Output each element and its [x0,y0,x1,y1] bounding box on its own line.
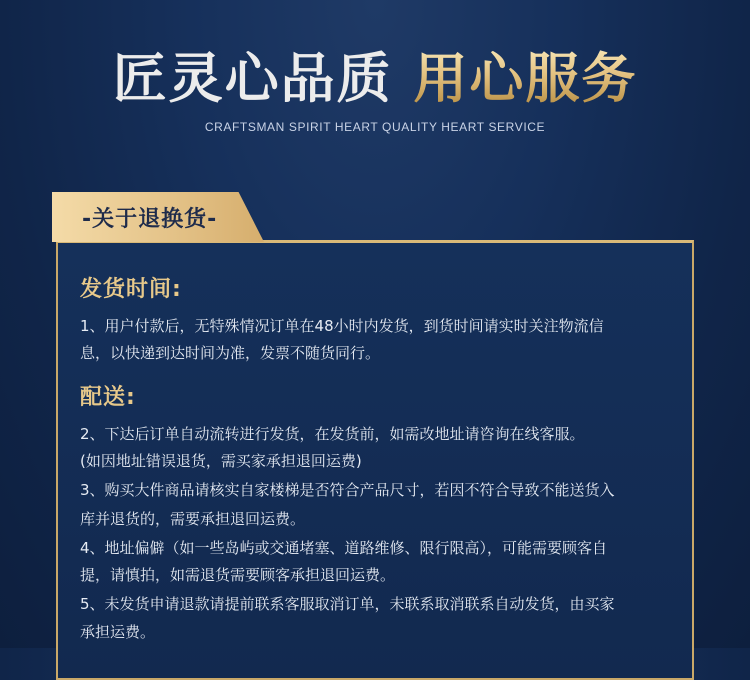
page-title [0,40,750,118]
page-subtitle: CRAFTSMAN SPIRIT HEART QUALITY HEART SERVICE [204,120,546,134]
delivery-line: 承担运费。 [80,623,156,641]
delivery-line: 提，请慎拍，如需退货需要顾客承担退回运费。 [80,566,396,584]
delivery-line: 2、下达后订单自动流转进行发货，在发货前，如需改地址请咨询在线客服。 [80,425,585,443]
delivery-line: 4、地址偏僻（如一些岛屿或交通堵塞、道路维修、限行限高），可能需要顾客自 [80,539,608,557]
delivery-heading: 配送: [80,385,136,410]
title-accent: 用心服务 [413,47,638,110]
section-tab-label: -关于退换货- [82,207,218,232]
shipping-time-line: 息，以快递到达时间为准，发票不随货同行。 [80,344,381,362]
page-header [0,40,750,134]
title-main: 匠灵心品质 [112,47,393,110]
delivery-line: 3、购买大件商品请核实自家楼梯是否符合产品尺寸，若因不符合导致不能送货入 [80,481,615,499]
delivery-line: (如因地址错误退货，需买家承担退回运费) [80,452,362,470]
delivery-line: 库并退货的，需要承担退回运费。 [80,510,306,528]
shipping-time-heading: 发货时间: [80,277,182,302]
delivery-line: 5、未发货申请退款请提前联系客服取消订单，未联系取消联系自动发货，由买家 [80,595,615,613]
shipping-time-line: 1、用户付款后，无特殊情况订单在48小时内发货，到货时间请实时关注物流信 [80,317,604,335]
